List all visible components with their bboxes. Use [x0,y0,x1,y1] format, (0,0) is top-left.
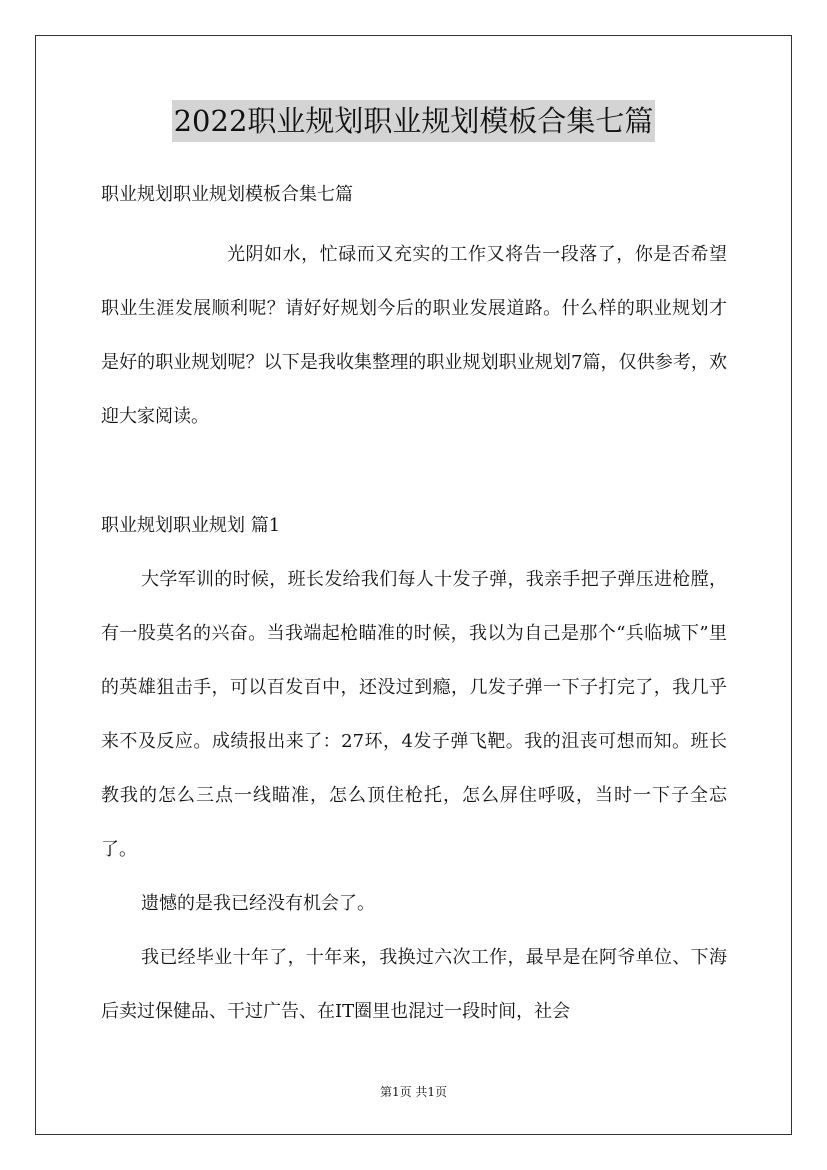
intro-paragraph: 光阴如水，忙碌而又充实的工作又将告一段落了，你是否希望职业生涯发展顺利呢？请好好规划今后的职业发展道路。什么样的职业规划才是好的职业规划呢？以下是我收集整理的职业规划职业规划7篇，仅供参考，欢迎大家阅读。 [101,244,727,427]
title-wrap [0,100,827,142]
document-subtitle: 职业规划职业规划模板合集七篇 [101,184,353,205]
section-heading: 职业规划职业规划 篇1 [101,515,281,536]
document-body [101,175,727,1039]
page-footer: 第1页 共1页 [379,1085,448,1099]
body-paragraph-2: 遗憾的是我已经没有机会了。 [141,893,375,914]
body-paragraph-1: 大学军训的时候，班长发给我们每人十发子弹，我亲手把子弹压进枪膛，有一股莫名的兴奋。当我端起枪瞄准的时候，我以为自己是那个“兵临城下”里的英雄狙击手，可以百发百中，还没过到瘾，几发子弹一下子打完了，我几乎来不及反应。成绩报出来了：27环，4发子弹飞靶。我的沮丧可想而知。班长教我的怎么三点一线瞄准，怎么顶住枪托，怎么屏住呼吸，当时一下子全忘了。 [101,569,727,860]
body-paragraph-3: 我已经毕业十年了，十年来，我换过六次工作，最早是在阿爷单位、下海后卖过保健品、干过广告、在IT圈里也混过一段时间，社会 [101,947,727,1022]
document-title: 2022职业规划职业规划模板合集七篇 [172,100,656,142]
